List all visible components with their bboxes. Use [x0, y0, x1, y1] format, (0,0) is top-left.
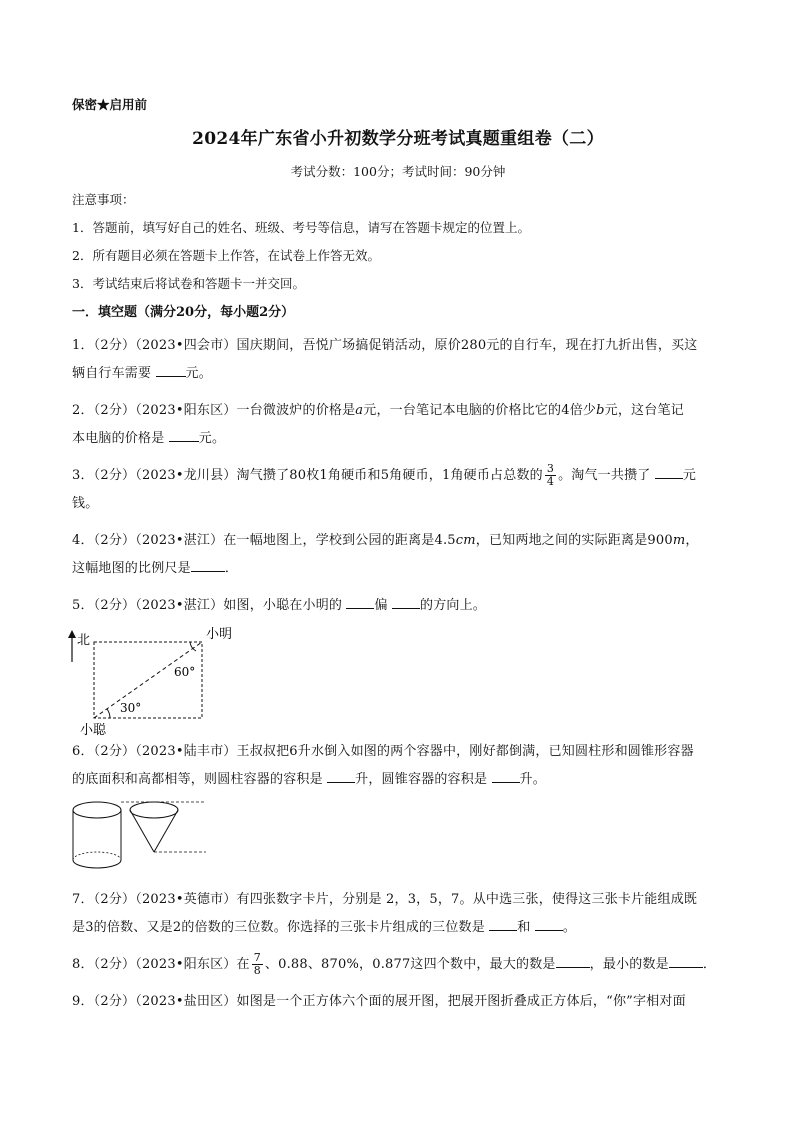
fraction-seven-eighths: $\frac{7}{8}$ [253, 951, 261, 977]
fraction-three-quarters: $\frac{3}{4}$ [546, 462, 555, 488]
question-text: ，最小的数是 [589, 957, 669, 972]
variable-a: a [355, 403, 364, 418]
answer-blank[interactable] [156, 362, 186, 377]
question-text: 元。 [185, 366, 212, 381]
section-heading: 一．填空题（满分20分，每小题2分） [72, 305, 295, 320]
note-item: 3．考试结束后将试卷和答题卡一并交回。 [72, 276, 305, 291]
question-text: 。淘气一共攒了 [558, 468, 651, 483]
answer-blank[interactable] [489, 916, 517, 931]
unit-m: m [672, 533, 686, 548]
answer-blank[interactable] [346, 594, 374, 609]
xiaoming-label: 小明 [206, 627, 233, 642]
xiaocong-label: 小聪 [80, 723, 107, 736]
variable-b: b [596, 403, 605, 418]
question-4 [72, 527, 724, 583]
question-text: ，已知两地之间的实际距离是 [475, 533, 648, 548]
question-5 [72, 592, 724, 620]
answer-blank[interactable] [327, 768, 355, 783]
question-6 [72, 738, 724, 794]
answer-blank[interactable] [669, 953, 703, 968]
answer-blank[interactable] [535, 916, 563, 931]
question-text: 辆自行车需要 [72, 366, 152, 381]
question-1 [72, 332, 724, 388]
question-3 [72, 462, 724, 518]
question-text: 是3的倍数、又是2的倍数的三位数。你选择的三张卡片组成的三位数是 [72, 920, 485, 935]
question-text: ． [702, 957, 717, 972]
question-text: 偏 [374, 598, 388, 613]
question-text: 4．（2分）（2023•湛江）在一幅地图上，学校到公园的距离是 [72, 533, 435, 548]
unit-cm: cm [455, 533, 476, 548]
question-text: 8．（2分）（2023•阳东区）在 [72, 957, 250, 972]
map-distance-value: 4.5 [434, 533, 456, 548]
question-text: 的底面积和高都相等，则圆柱容器的容积是 [72, 772, 323, 787]
answer-blank[interactable] [655, 464, 683, 479]
question-text: 钱。 [72, 496, 99, 511]
question-7 [72, 886, 724, 942]
note-item: 2．所有题目必须在答题卡上作答，在试卷上作答无效。 [72, 248, 380, 263]
cylinder-cone-figure [72, 800, 212, 872]
question-text: 7．（2分）（2023•英德市）有四张数字卡片，分别是 2，3，5，7。从中选三张，使得这三张卡片能组成既 [72, 892, 698, 907]
answer-blank[interactable] [169, 427, 199, 442]
question-9 [72, 988, 724, 1016]
direction-figure [66, 626, 266, 736]
exam-info: 考试分数：100分；考试时间：90分钟 [290, 164, 506, 179]
question-text: 9．（2分）（2023•盐田区）如图是一个正方体六个面的展开图，把展开图折叠成正方体后，“你”字相对面 [72, 994, 686, 1009]
answer-blank[interactable] [556, 953, 590, 968]
real-distance-value: 900 [647, 533, 673, 548]
question-text: ， [685, 533, 699, 548]
note-item: 1．答题前，填写好自己的姓名、班级、考号等信息，请写在答题卡规定的位置上。 [72, 220, 530, 235]
question-text: 5．（2分）（2023•湛江）如图，小聪在小明的 [72, 598, 343, 613]
question-8 [72, 951, 724, 979]
notes-heading: 注意事项： [72, 192, 135, 207]
question-text: 升，圆锥容器的容积是 [355, 772, 488, 787]
question-text: 3．（2分）（2023•龙川县）淘气攒了80枚1角硬币和5角硬币，1角硬币占总数的 [72, 468, 543, 483]
answer-blank[interactable] [392, 594, 420, 609]
question-text: 、0.88、870%，0.877这四个数中，最大的数是 [264, 957, 556, 972]
question-text: ． [224, 561, 239, 576]
question-text: 2．（2分）（2023•阳东区）一台微波炉的价格是 [72, 403, 356, 418]
question-2 [72, 397, 724, 453]
question-text: 。 [562, 920, 577, 935]
angle-60-label: 60° [174, 665, 196, 679]
question-text: 和 [517, 920, 531, 935]
question-text: 这幅地图的比例尺是 [72, 561, 191, 576]
question-text: 1．（2分）（2023•四会市）国庆期间，吾悦广场搞促销活动，原价280元的自行车，现在打九折出售，买这 [72, 338, 698, 353]
exam-page [72, 95, 724, 1016]
question-text: 元，这台笔记 [604, 403, 684, 418]
question-text: 元，一台笔记本电脑的价格比它的4倍少 [363, 403, 597, 418]
answer-blank[interactable] [191, 557, 225, 572]
confidential-label: 保密★启用前 [72, 97, 148, 112]
question-text: 元 [682, 468, 697, 483]
question-text: 升。 [519, 772, 546, 787]
question-text: 本电脑的价格是 [72, 431, 165, 446]
answer-blank[interactable] [492, 768, 520, 783]
north-label: 北 [77, 633, 91, 648]
angle-30-label: 30° [120, 701, 142, 715]
page-title: 2024年广东省小升初数学分班考试真题重组卷（二） [192, 129, 604, 149]
question-text: 6．（2分）（2023•陆丰市）王叔叔把6升水倒入如图的两个容器中，刚好都倒满，已知圆柱形和圆锥形容器 [72, 744, 694, 759]
question-text: 的方向上。 [420, 598, 487, 613]
question-text: 元。 [198, 431, 226, 446]
